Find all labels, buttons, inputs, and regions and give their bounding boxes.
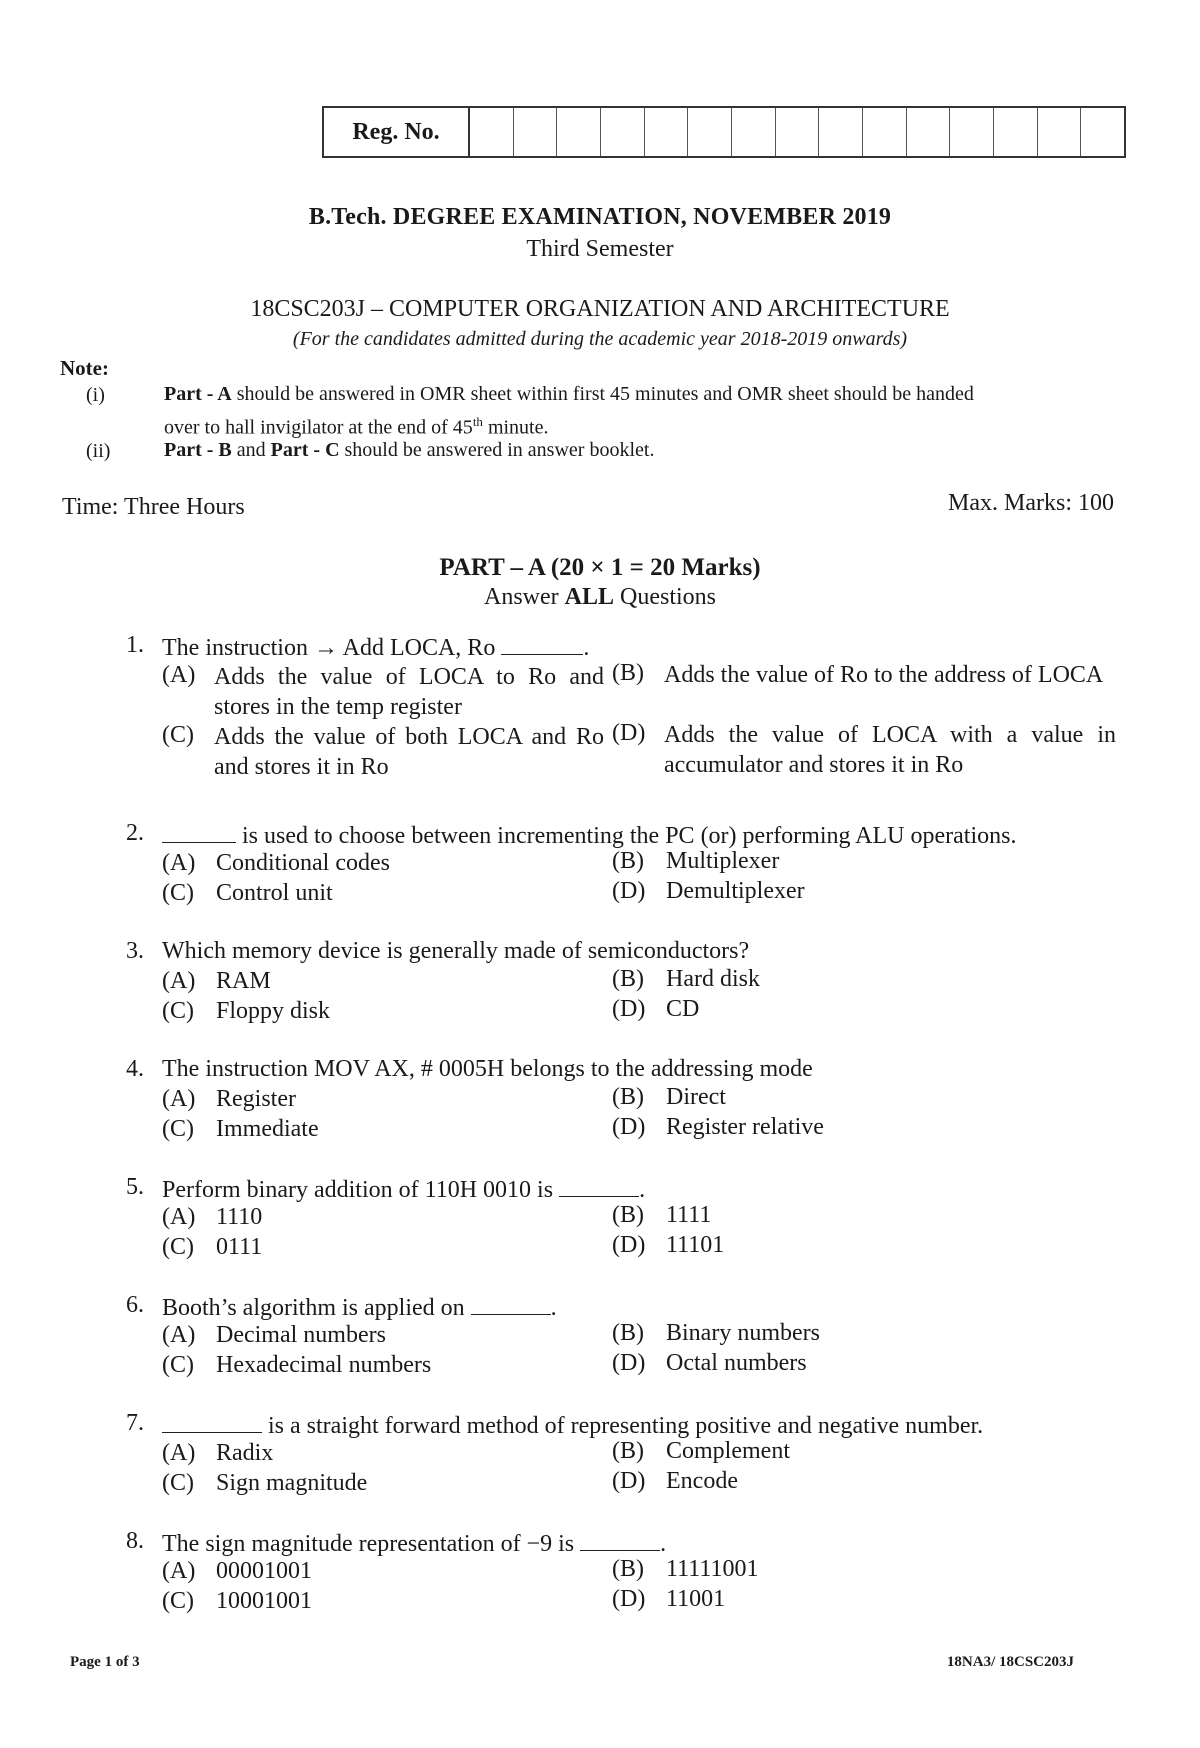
- note-item-num: (ii): [86, 440, 111, 462]
- question-stem: The instruction MOV AX, # 0005H belongs to the addressing mode: [162, 1056, 813, 1082]
- question-number: 3.: [126, 938, 144, 964]
- option-letter: (D): [612, 720, 646, 746]
- option-text: Binary numbers: [666, 1320, 820, 1346]
- option-text: Multiplexer: [666, 848, 780, 874]
- option-text: Adds the value of both LOCA and Ro and stores it in Ro: [214, 724, 604, 780]
- question-text: [162, 632, 1122, 662]
- option-letter: (D): [612, 996, 646, 1022]
- instruction-text: Questions: [614, 584, 716, 610]
- option-letter: (D): [612, 1586, 646, 1612]
- question-end: .: [639, 1177, 646, 1203]
- question-text: [162, 1174, 1122, 1204]
- reg-no-cell[interactable]: [557, 108, 601, 156]
- option-text: Register: [216, 1086, 296, 1112]
- reg-no-cell[interactable]: [1038, 108, 1082, 156]
- reg-no-cell[interactable]: [863, 108, 907, 156]
- note-bold: Part - B: [164, 439, 232, 461]
- option-letter: (C): [162, 1116, 194, 1142]
- exam-time: Time: Three Hours: [62, 494, 245, 520]
- note-text: should be answered in answer booklet.: [339, 439, 655, 461]
- reg-no-cell[interactable]: [688, 108, 732, 156]
- option-text: Radix: [216, 1440, 274, 1466]
- note-bold: Part - C: [270, 439, 340, 461]
- paper-code: 18NA3/ 18CSC203J: [946, 1654, 1074, 1670]
- part-a-title: PART – A (20 × 1 = 20 Marks): [439, 554, 761, 581]
- option-text: 11111001: [666, 1556, 759, 1582]
- answer-blank: [559, 1174, 639, 1197]
- note-text: minute.: [482, 416, 549, 439]
- option-text: Hexadecimal numbers: [216, 1352, 432, 1378]
- reg-no-cell[interactable]: [950, 108, 994, 156]
- question-number: 8.: [126, 1528, 144, 1554]
- option-text: Conditional codes: [216, 850, 390, 876]
- option-text: 00001001: [216, 1558, 312, 1584]
- option-letter: (C): [162, 1470, 194, 1496]
- question-stem: The sign magnitude representation of −9 is: [162, 1531, 575, 1557]
- note-sup: th: [472, 414, 483, 429]
- reg-no-cell[interactable]: [907, 108, 951, 156]
- answer-blank: [162, 820, 236, 843]
- option-text: CD: [666, 996, 700, 1022]
- option-text: 1111: [666, 1202, 712, 1228]
- option-letter: (A): [162, 968, 196, 994]
- option-letter: (C): [162, 880, 194, 906]
- option-letter: (C): [162, 998, 194, 1024]
- note-item-1: [164, 380, 1124, 442]
- option-text: Sign magnitude: [216, 1470, 368, 1496]
- note-text: should be answered in OMR sheet within first 45 minutes and OMR sheet should be handed: [231, 383, 974, 405]
- reg-no-label: Reg. No.: [324, 108, 470, 156]
- option-letter: (D): [612, 1232, 646, 1258]
- reg-no-cells: [470, 108, 1124, 156]
- option-text: Octal numbers: [666, 1350, 807, 1376]
- question-stem: is used to choose between incrementing the PC (or) performing ALU operations.: [236, 823, 1017, 849]
- exam-title: B.Tech. DEGREE EXAMINATION, NOVEMBER 2019: [308, 204, 892, 230]
- reg-no-cell[interactable]: [732, 108, 776, 156]
- semester: Third Semester: [526, 236, 674, 262]
- option-text: Immediate: [216, 1116, 319, 1142]
- max-marks: Max. Marks: 100: [948, 490, 1114, 516]
- option-text: 11101: [666, 1232, 725, 1258]
- option-letter: (C): [162, 1588, 194, 1614]
- part-a-instruction: [0, 584, 1200, 611]
- note-item-2: [164, 436, 1124, 464]
- option-text: Register relative: [666, 1114, 824, 1140]
- reg-no-cell[interactable]: [819, 108, 863, 156]
- option-letter: (A): [162, 1558, 196, 1584]
- option-letter: (D): [612, 1350, 646, 1376]
- question-text: [162, 1292, 1122, 1322]
- option-letter: (B): [612, 1438, 644, 1464]
- answer-blank: [471, 1292, 551, 1315]
- option-text: Decimal numbers: [216, 1322, 386, 1348]
- option-text: Adds the value of Ro to the address of LOCA: [664, 662, 1104, 688]
- option-text: Complement: [666, 1438, 790, 1464]
- admitted-note: (For the candidates admitted during the academic year 2018-2019 onwards): [292, 328, 908, 350]
- reg-no-cell[interactable]: [470, 108, 514, 156]
- question-text: [162, 938, 1122, 965]
- option-letter: (A): [162, 1440, 196, 1466]
- option-text: Floppy disk: [216, 998, 331, 1024]
- question-number: 1.: [126, 632, 144, 658]
- reg-no-cell[interactable]: [645, 108, 689, 156]
- option-text: 0111: [216, 1234, 263, 1260]
- question-stem: Booth’s algorithm is applied on: [162, 1295, 465, 1321]
- reg-no-cell[interactable]: [776, 108, 820, 156]
- question-number: 4.: [126, 1056, 144, 1082]
- note-item-num: (i): [86, 384, 105, 406]
- question-end: .: [550, 1295, 557, 1321]
- instruction-bold: ALL: [564, 584, 614, 610]
- instruction-text: Answer: [483, 584, 565, 610]
- option-text: Direct: [666, 1084, 726, 1110]
- reg-no-cell[interactable]: [514, 108, 558, 156]
- option-letter: (A): [162, 662, 196, 688]
- question-stem: is a straight forward method of representing positive and negative number.: [262, 1413, 984, 1439]
- question-number: 6.: [126, 1292, 144, 1318]
- reg-no-cell[interactable]: [601, 108, 645, 156]
- option-text: Hard disk: [666, 966, 760, 992]
- question-text: [162, 1410, 1122, 1440]
- option-letter: (B): [612, 660, 644, 686]
- course-title: 18CSC203J – COMPUTER ORGANIZATION AND ARCHITECTURE: [250, 296, 950, 322]
- option-letter: (A): [162, 1204, 196, 1230]
- note-label: Note:: [60, 356, 109, 380]
- question-number: 7.: [126, 1410, 144, 1436]
- option-letter: (C): [162, 722, 194, 748]
- note-text: over to hall invigilator at the end of 45: [164, 416, 473, 439]
- page-number: Page 1 of 3: [70, 1654, 140, 1670]
- option-text: 1110: [216, 1204, 263, 1230]
- option-letter: (A): [162, 1322, 196, 1348]
- option-text: Demultiplexer: [666, 878, 805, 904]
- question-stem: The instruction → Add LOCA, Ro: [162, 635, 496, 661]
- option-letter: (D): [612, 1114, 646, 1140]
- option-text: 11001: [666, 1586, 726, 1612]
- option-letter: (B): [612, 1084, 644, 1110]
- option-letter: (C): [162, 1352, 194, 1378]
- question-number: 5.: [126, 1174, 144, 1200]
- question-text: [162, 1528, 1122, 1558]
- answer-blank: [501, 632, 583, 655]
- option-letter: (C): [162, 1234, 194, 1260]
- option-letter: (B): [612, 1556, 644, 1582]
- question-stem: Which memory device is generally made of semiconductors?: [162, 938, 750, 964]
- option-text: Encode: [666, 1468, 738, 1494]
- option-letter: (D): [612, 1468, 646, 1494]
- note-bold: Part - A: [164, 383, 232, 405]
- option-text: RAM: [216, 968, 271, 994]
- answer-blank: [162, 1410, 262, 1433]
- option-text: Control unit: [216, 880, 333, 906]
- question-text: [162, 1056, 1122, 1083]
- option-text: Adds the value of LOCA with a value in accumulator and stores it in Ro: [664, 722, 1116, 778]
- question-text: [162, 820, 1122, 850]
- reg-no-cell[interactable]: [994, 108, 1038, 156]
- option-letter: (B): [612, 1202, 644, 1228]
- question-stem: Perform binary addition of 110H 0010 is: [162, 1177, 554, 1203]
- option-text: 10001001: [216, 1588, 312, 1614]
- option-letter: (A): [162, 850, 196, 876]
- option-letter: (A): [162, 1086, 196, 1112]
- option-letter: (B): [612, 848, 644, 874]
- answer-blank: [580, 1528, 660, 1551]
- question-end: .: [660, 1531, 667, 1557]
- option-text: Adds the value of LOCA to Ro and stores in the temp register: [214, 664, 604, 720]
- question-number: 2.: [126, 820, 144, 846]
- option-letter: (B): [612, 966, 644, 992]
- reg-no-cell[interactable]: [1081, 108, 1124, 156]
- option-letter: (B): [612, 1320, 644, 1346]
- question-end: .: [583, 635, 590, 661]
- note-text: and: [231, 439, 271, 461]
- option-letter: (D): [612, 878, 646, 904]
- reg-no-box: [322, 106, 1126, 158]
